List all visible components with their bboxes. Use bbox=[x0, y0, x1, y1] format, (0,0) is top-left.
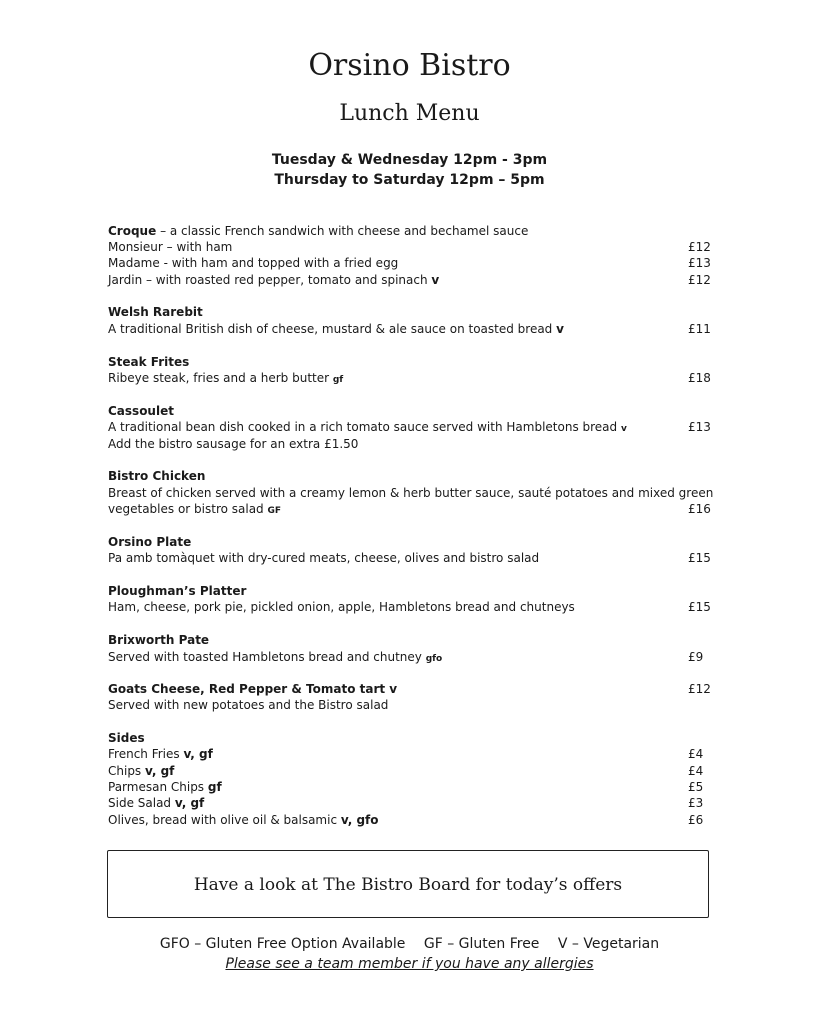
ploughman-name: Ploughman’s Platter bbox=[108, 584, 247, 598]
orsino-plate-name: Orsino Plate bbox=[108, 535, 192, 549]
ploughman-description: Ham, cheese, pork pie, pickled onion, apple, Hambletons bread and chutneys bbox=[108, 600, 575, 614]
pate-description-line bbox=[108, 649, 442, 667]
pate-price: £9 bbox=[688, 650, 704, 664]
allergy-notice: Please see a team member if you have any allergies bbox=[225, 956, 594, 972]
rarebit-description-line bbox=[108, 321, 564, 337]
croque-madame-price: £13 bbox=[688, 256, 711, 270]
chicken-description-2: vegetables or bistro salad bbox=[108, 502, 268, 516]
legend-v: V – Vegetarian bbox=[557, 936, 660, 952]
croque-monsieur: Monsieur – with ham bbox=[108, 240, 233, 254]
rarebit-description: A traditional British dish of cheese, mustard & ale sauce on toasted bread bbox=[108, 322, 557, 336]
croque-jardin-price: £12 bbox=[688, 273, 711, 287]
croque-jardin-line bbox=[108, 272, 439, 288]
tart-description: Served with new potatoes and the Bistro salad bbox=[108, 698, 389, 712]
croque-name: Croque bbox=[108, 224, 157, 238]
side-item-name: Side Salad bbox=[108, 796, 175, 810]
side-item-tag: v, gfo bbox=[340, 813, 379, 827]
chicken-tag: GF bbox=[267, 506, 282, 516]
side-item-name: Parmesan Chips bbox=[108, 780, 208, 794]
steak-price: £18 bbox=[688, 371, 711, 385]
cassoulet-name: Cassoulet bbox=[108, 404, 174, 418]
croque-description: – a classic French sandwich with cheese and bechamel sauce bbox=[156, 224, 529, 238]
legend-gf: GF – Gluten Free bbox=[423, 936, 540, 952]
side-item-tag: v, gf bbox=[174, 796, 205, 810]
pate-tag: gfo bbox=[425, 654, 443, 664]
steak-description-line bbox=[108, 370, 343, 388]
side-item bbox=[108, 795, 204, 811]
bistro-board-text: Have a look at The Bistro Board for today’s offers bbox=[193, 875, 623, 895]
croque-jardin: Jardin – with roasted red pepper, tomato and spinach bbox=[108, 273, 432, 287]
chicken-description-1: Breast of chicken served with a creamy lemon & herb butter sauce, sauté potatoes and mixed green bbox=[108, 486, 714, 500]
steak-tag: gf bbox=[332, 375, 344, 385]
menu-subtitle: Lunch Menu bbox=[339, 101, 480, 126]
side-item-price: £5 bbox=[688, 780, 704, 794]
legend-gfo: GFO – Gluten Free Option Available bbox=[159, 936, 406, 952]
steak-description: Ribeye steak, fries and a herb butter bbox=[108, 371, 333, 385]
side-item bbox=[108, 746, 213, 762]
restaurant-title: Orsino Bistro bbox=[308, 48, 511, 83]
ploughman-price: £15 bbox=[688, 600, 711, 614]
opening-hours-line-2: Thursday to Saturday 12pm – 5pm bbox=[274, 172, 545, 188]
orsino-plate-price: £15 bbox=[688, 551, 711, 565]
bistro-board-box bbox=[107, 850, 709, 918]
pate-description: Served with toasted Hambletons bread and chutney bbox=[108, 650, 426, 664]
sides-heading: Sides bbox=[108, 731, 145, 745]
croque-jardin-tag: v bbox=[431, 273, 440, 287]
side-item-price: £3 bbox=[688, 796, 704, 810]
side-item-tag: v, gf bbox=[145, 764, 175, 778]
tart-name: Goats Cheese, Red Pepper & Tomato tart v bbox=[108, 682, 398, 696]
croque-madame: Madame - with ham and topped with a fried egg bbox=[108, 256, 399, 270]
side-item-price: £4 bbox=[688, 747, 704, 761]
cassoulet-extra: Add the bistro sausage for an extra £1.50 bbox=[108, 437, 359, 451]
side-item bbox=[108, 763, 174, 779]
cassoulet-description: A traditional bean dish cooked in a rich tomato sauce served with Hambletons bread bbox=[108, 420, 621, 434]
chicken-name: Bistro Chicken bbox=[108, 469, 206, 483]
rarebit-price: £11 bbox=[688, 322, 711, 336]
dietary-legend bbox=[0, 936, 819, 952]
tart-price: £12 bbox=[688, 682, 711, 696]
rarebit-name: Welsh Rarebit bbox=[108, 305, 203, 319]
opening-hours-line-1: Tuesday & Wednesday 12pm - 3pm bbox=[271, 152, 548, 168]
croque-monsieur-price: £12 bbox=[688, 240, 711, 254]
cassoulet-description-line bbox=[108, 419, 627, 437]
cassoulet-price: £13 bbox=[688, 420, 711, 434]
side-item-price: £6 bbox=[688, 813, 704, 827]
side-item-name: Chips bbox=[108, 764, 146, 778]
side-item-tag: gf bbox=[207, 780, 222, 794]
croque-heading-line bbox=[108, 223, 528, 239]
side-item bbox=[108, 779, 222, 795]
side-item-price: £4 bbox=[688, 764, 704, 778]
chicken-description-line-2 bbox=[108, 501, 281, 519]
chicken-price: £16 bbox=[688, 502, 711, 516]
side-item bbox=[108, 812, 379, 828]
pate-name: Brixworth Pate bbox=[108, 633, 210, 647]
orsino-plate-description: Pa amb tomàquet with dry-cured meats, cheese, olives and bistro salad bbox=[108, 551, 540, 565]
side-item-name: Olives, bread with olive oil & balsamic bbox=[108, 813, 341, 827]
cassoulet-tag: v bbox=[620, 424, 627, 434]
side-item-tag: v, gf bbox=[183, 747, 213, 761]
steak-name: Steak Frites bbox=[108, 355, 190, 369]
rarebit-tag: v bbox=[556, 322, 564, 336]
side-item-name: French Fries bbox=[108, 747, 184, 761]
